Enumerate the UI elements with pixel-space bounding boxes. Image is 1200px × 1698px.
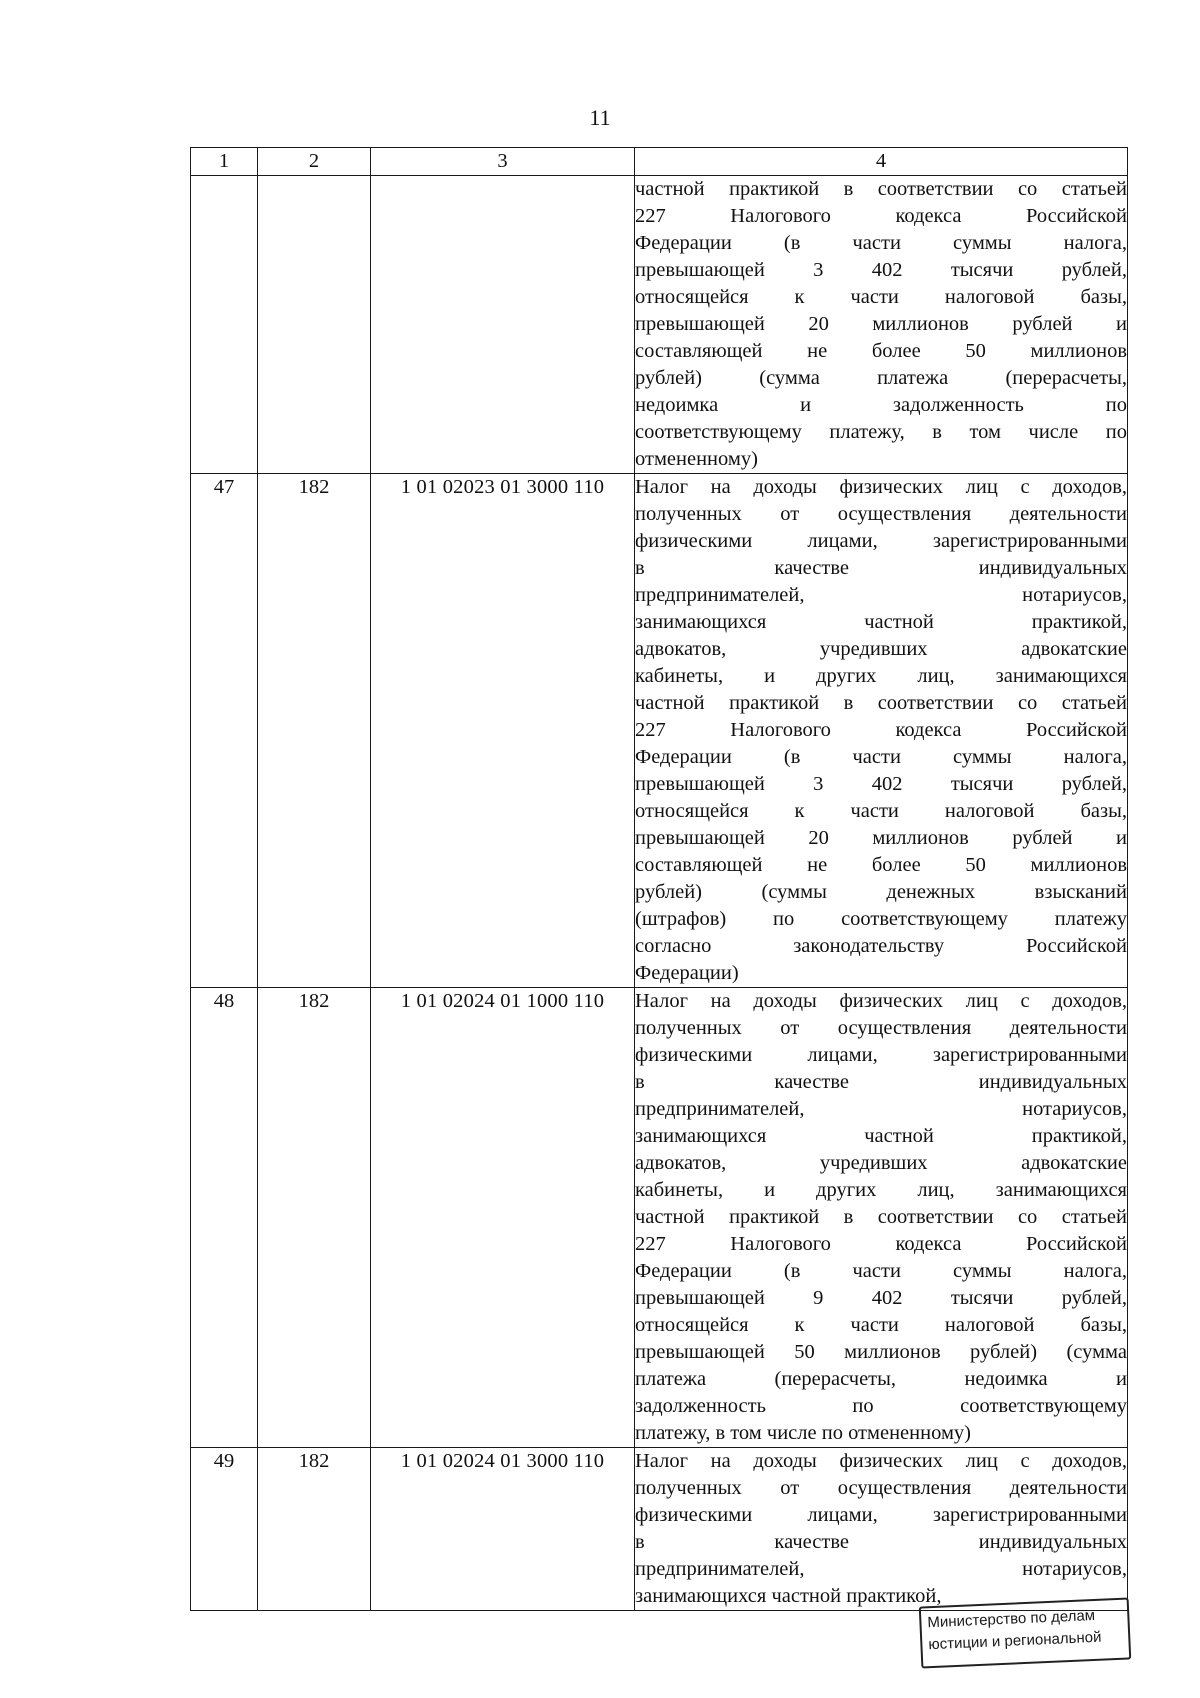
description-line: в качестве индивидуальных (635, 1071, 1127, 1093)
row-number-cell: 49 (191, 1448, 258, 1611)
stamp-line: юстиции и региональной (928, 1628, 1102, 1654)
description-line: физическими лицами, зарегистрированными (635, 1504, 1127, 1526)
description-line: Налог на доходы физических лиц с доходов, (635, 1450, 1127, 1472)
description-line: недоимка и задолженность по (635, 394, 1127, 416)
description-line: превышающей 3 402 тысячи рублей, (635, 259, 1127, 281)
table-header-row (191, 148, 1128, 176)
table-row-continuation (191, 176, 1128, 474)
description-line: полученных от осуществления деятельности (635, 1017, 1127, 1039)
description-line: превышающей 3 402 тысячи рублей, (635, 773, 1127, 795)
column-header-1: 1 (191, 148, 258, 176)
description-line: относящейся к части налоговой базы, (635, 800, 1127, 822)
description-line: занимающихся частной практикой, (635, 1585, 942, 1607)
kbk-code-cell: 1 01 02024 01 3000 110 (371, 1448, 635, 1611)
kbk-code-cell: 1 01 02024 01 1000 110 (371, 988, 635, 1448)
ministry-stamp (919, 1597, 1132, 1668)
description-line: физическими лицами, зарегистрированными (635, 1044, 1127, 1066)
description-cell (635, 1448, 1128, 1611)
description-line: физическими лицами, зарегистрированными (635, 530, 1127, 552)
description-line: полученных от осуществления деятельности (635, 1477, 1127, 1499)
description-line: согласно законодательству Российской (635, 935, 1127, 957)
description-line: превышающей 9 402 тысячи рублей, (635, 1287, 1127, 1309)
description-line: частной практикой в соответствии со статьей (635, 178, 1127, 200)
admin-code-cell (258, 176, 371, 474)
description-line: составляющей не более 50 миллионов (635, 854, 1127, 876)
description-line: платежа (перерасчеты, недоимка и (635, 1368, 1127, 1390)
stamp-line: Министерство по делам (927, 1606, 1096, 1632)
description-line: Налог на доходы физических лиц с доходов, (635, 476, 1127, 498)
description-line: отмененному) (635, 448, 758, 470)
column-header-2: 2 (258, 148, 371, 176)
kbk-code-cell: 1 01 02023 01 3000 110 (371, 474, 635, 988)
description-line: рублей) (суммы денежных взысканий (635, 881, 1127, 903)
description-line: 227 Налогового кодекса Российской (635, 1233, 1127, 1255)
description-line: адвокатов, учредивших адвокатские (635, 1152, 1127, 1174)
description-line: Федерации) (635, 962, 739, 984)
description-line: превышающей 20 миллионов рублей и (635, 313, 1127, 335)
description-line: кабинеты, и других лиц, занимающихся (635, 1179, 1127, 1201)
description-line: рублей) (сумма платежа (перерасчеты, (635, 367, 1127, 389)
description-line: предпринимателей, нотариусов, (635, 1558, 1127, 1580)
description-line: занимающихся частной практикой, (635, 1125, 1127, 1147)
table-body (191, 176, 1128, 1611)
description-line: предпринимателей, нотариусов, (635, 1098, 1127, 1120)
description-line: 227 Налогового кодекса Российской (635, 719, 1127, 741)
admin-code-cell: 182 (258, 474, 371, 988)
column-header-4: 4 (635, 148, 1128, 176)
description-line: предпринимателей, нотариусов, (635, 584, 1127, 606)
description-line: 227 Налогового кодекса Российской (635, 205, 1127, 227)
page-number: 11 (589, 105, 611, 130)
description-line: Налог на доходы физических лиц с доходов, (635, 990, 1127, 1012)
description-line: полученных от осуществления деятельности (635, 503, 1127, 525)
description-line: частной практикой в соответствии со статьей (635, 692, 1127, 714)
description-line: Федерации (в части суммы налога, (635, 1260, 1127, 1282)
table-row (191, 1448, 1128, 1611)
description-line: составляющей не более 50 миллионов (635, 340, 1127, 362)
admin-code-cell: 182 (258, 988, 371, 1448)
description-line: Федерации (в части суммы налога, (635, 746, 1127, 768)
description-line: Федерации (в части суммы налога, (635, 232, 1127, 254)
description-cell (635, 988, 1128, 1448)
description-line: адвокатов, учредивших адвокатские (635, 638, 1127, 660)
row-number-cell (191, 176, 258, 474)
description-line: занимающихся частной практикой, (635, 611, 1127, 633)
description-line: (штрафов) по соответствующему платежу (635, 908, 1127, 930)
description-line: соответствующему платежу, в том числе по (635, 421, 1127, 443)
row-number-cell: 47 (191, 474, 258, 988)
description-line: в качестве индивидуальных (635, 557, 1127, 579)
budget-classification-table (190, 147, 1128, 1611)
row-number-cell: 48 (191, 988, 258, 1448)
table-row (191, 988, 1128, 1448)
description-line: кабинеты, и других лиц, занимающихся (635, 665, 1127, 687)
description-line: платежу, в том числе по отмененному) (635, 1422, 971, 1444)
description-cell (635, 474, 1128, 988)
description-line: превышающей 50 миллионов рублей) (сумма (635, 1341, 1127, 1363)
description-line: задолженность по соответствующему (635, 1395, 1127, 1417)
table-row (191, 474, 1128, 988)
description-line: в качестве индивидуальных (635, 1531, 1127, 1553)
description-line: частной практикой в соответствии со статьей (635, 1206, 1127, 1228)
description-line: относящейся к части налоговой базы, (635, 1314, 1127, 1336)
column-header-3: 3 (371, 148, 635, 176)
kbk-code-cell (371, 176, 635, 474)
admin-code-cell: 182 (258, 1448, 371, 1611)
description-cell (635, 176, 1128, 474)
description-line: относящейся к части налоговой базы, (635, 286, 1127, 308)
description-line: превышающей 20 миллионов рублей и (635, 827, 1127, 849)
